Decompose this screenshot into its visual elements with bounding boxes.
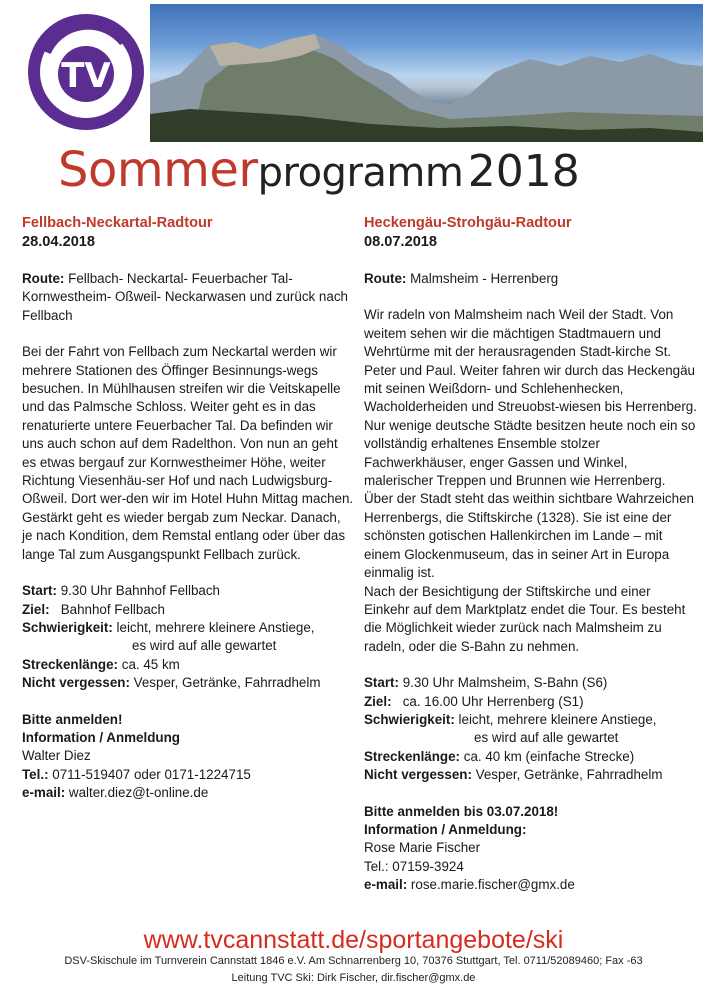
start-value: 9.30 Uhr Malmsheim, S-Bahn (S6): [402, 675, 608, 691]
tour-title: Heckengäu-Strohgäu-Radtour: [364, 215, 572, 231]
info-label: Information / Anmeldung: [22, 729, 180, 745]
schwierigkeit-value: leicht, mehrere kleinere Anstiege,: [116, 619, 315, 635]
tel-label: Tel.:: [364, 858, 389, 874]
route-label: Route:: [22, 271, 65, 286]
title-year: 2018: [467, 146, 580, 197]
start-label: Start:: [22, 583, 57, 599]
schwierigkeit-value: leicht, mehrere kleinere Anstiege,: [458, 711, 657, 727]
strecke-label: Streckenlänge:: [22, 656, 119, 672]
ziel-line: [364, 693, 698, 711]
email-label: e-mail:: [22, 785, 66, 801]
tour-description-2: Nach der Besichtigung der Stiftskirche und einer Einkehr auf dem Marktplatz endet die Tour. Es besteht die Möglichkeit wieder zurück nach Malmsheim zu radeln, oder die S-Bahn zu nehmen.: [364, 583, 686, 654]
footer-address: DSV-Skischule im Turnverein Cannstatt 1846 e.V. Am Schnarrenberg 10, 70376 Stuttgart, Tel. 0711/52089460; Fax -63: [64, 955, 643, 967]
route-label: Route:: [364, 271, 407, 286]
page-title: [58, 142, 698, 202]
mountain-banner-image: [150, 4, 703, 142]
schwierigkeit-value-2: es wird auf alle gewartet: [132, 638, 277, 654]
start-value: 9.30 Uhr Bahnhof Fellbach: [60, 583, 221, 599]
tvc-logo: [26, 12, 146, 132]
route-text: Malmsheim - Herrenberg: [410, 271, 559, 286]
ziel-value: Bahnhof Fellbach: [60, 601, 165, 617]
logo-icon: [26, 12, 146, 132]
ziel-line: [22, 601, 354, 619]
email-value[interactable]: walter.diez@t-online.de: [68, 785, 209, 801]
footer-url-link[interactable]: www.tvcannstatt.de/sportangebote/ski: [143, 926, 564, 954]
vergessen-value: Vesper, Getränke, Fahrradhelm: [133, 675, 321, 691]
email-value[interactable]: rose.marie.fischer@gmx.de: [410, 877, 575, 893]
tel-value: 07159-3924: [392, 858, 464, 874]
route-line: [22, 270, 354, 325]
anmelden-note: Bitte anmelden bis 03.07.2018!: [364, 803, 559, 819]
schwierigkeit-value-2: es wird auf alle gewartet: [474, 730, 619, 746]
contact-name: Rose Marie Fischer: [364, 840, 481, 856]
strecke-line: [364, 748, 698, 766]
start-line: [364, 674, 698, 692]
route-line: [364, 270, 698, 288]
strecke-value: ca. 40 km (einfache Strecke): [463, 748, 635, 764]
email-line: [22, 784, 354, 802]
title-sommer: Sommer: [58, 142, 258, 198]
logo-text: TV: [61, 56, 111, 96]
footer-leitung: Leitung TVC Ski: Dirk Fischer, dir.fischer@gmx.de: [231, 972, 476, 984]
tour-left-column: [22, 214, 354, 803]
tour-right-column: [364, 214, 698, 895]
contact-name: Walter Diez: [22, 748, 91, 764]
tel-line: [22, 766, 354, 784]
ziel-label: Ziel:: [22, 601, 50, 617]
schwierigkeit-line: [22, 619, 354, 637]
strecke-line: [22, 656, 354, 674]
tour-title: Fellbach-Neckartal-Radtour: [22, 215, 213, 231]
tour-date: 08.07.2018: [364, 234, 438, 250]
title-programm: programm: [257, 150, 464, 196]
tel-label: Tel.:: [22, 766, 49, 782]
tel-value: 0711-519407 oder 0171-1224715: [52, 766, 251, 782]
vergessen-line: [364, 766, 698, 784]
tel-line: [364, 858, 698, 876]
schwierigkeit-label: Schwierigkeit:: [22, 619, 113, 635]
start-line: [22, 582, 354, 600]
start-label: Start:: [364, 675, 399, 691]
info-label: Information / Anmeldung:: [364, 821, 527, 837]
route-text: Fellbach- Neckartal- Feuerbacher Tal- Kornwestheim- Oßweil- Neckarwasen und zurück nach Fellbach: [22, 271, 348, 323]
strecke-label: Streckenlänge:: [364, 748, 461, 764]
vergessen-value: Vesper, Getränke, Fahrradhelm: [475, 767, 663, 783]
email-label: e-mail:: [364, 877, 408, 893]
schwierigkeit-line: [364, 711, 698, 729]
vergessen-label: Nicht vergessen:: [364, 767, 472, 783]
anmelden-note: Bitte anmelden!: [22, 711, 123, 727]
tour-description: Bei der Fahrt von Fellbach zum Neckartal werden wir mehrere Stationen des Öffinger Besinnungs-wegs besuchen. In Mühlhausen streifen wir die Veitskapelle und das Palmsche Schloss. Weiter geht es in das renaturierte untere Feuerbacher Tal. Da befinden wir uns auch schon auf dem Radelthon. Von nun an geht es etwas bergauf zur Kornwestheimer Höhe, weiter Richtung Viesenhäu-ser Hof und nach Ludwigsburg-Oßweil. Dort wer-den wir im Hotel Huhn Mittag machen. Gestärkt geht es wieder bergab zum Neckar. Danach, je nach Kondition, dem Remstal entlang oder über das lange Tal zum Ausgangspunkt Fellbach zurück.: [22, 344, 354, 562]
strecke-value: ca. 45 km: [121, 656, 180, 672]
tour-description: Wir radeln von Malmsheim nach Weil der Stadt. Von weitem sehen wir die mächtigen Stadtmauern und Wehrtürme mit der herausragenden Stadt-kirche St. Peter und Paul. Weiter fahren wir durch das Heckengäu mit seinen Weißdorn- und Schlehenhecken, Wacholderheiden und Streuobst-wiesen bis Herrenberg. Nur wenige deutsche Städte besitzen heute noch ein so vollständig erhaltenes Ensemble stolzer Fachwerkhäuser, enger Gassen und Winkel, malerischer Treppen und Brunnen wie Herrenberg. Über der Stadt steht das weithin sichtbare Wahrzeichen Herrenbergs, die Stiftskirche (1328). Sie ist eine der schönsten gotischen Hallenkirchen im Lande – mit einem Glockenmuseum, das in seiner Art in Europa einmalig ist.: [364, 307, 697, 581]
vergessen-line: [22, 674, 354, 692]
tour-date: 28.04.2018: [22, 234, 96, 250]
vergessen-label: Nicht vergessen:: [22, 675, 130, 691]
schwierigkeit-label: Schwierigkeit:: [364, 711, 455, 727]
email-line: [364, 876, 698, 894]
ziel-value: ca. 16.00 Uhr Herrenberg (S1): [402, 693, 584, 709]
ziel-label: Ziel:: [364, 693, 392, 709]
